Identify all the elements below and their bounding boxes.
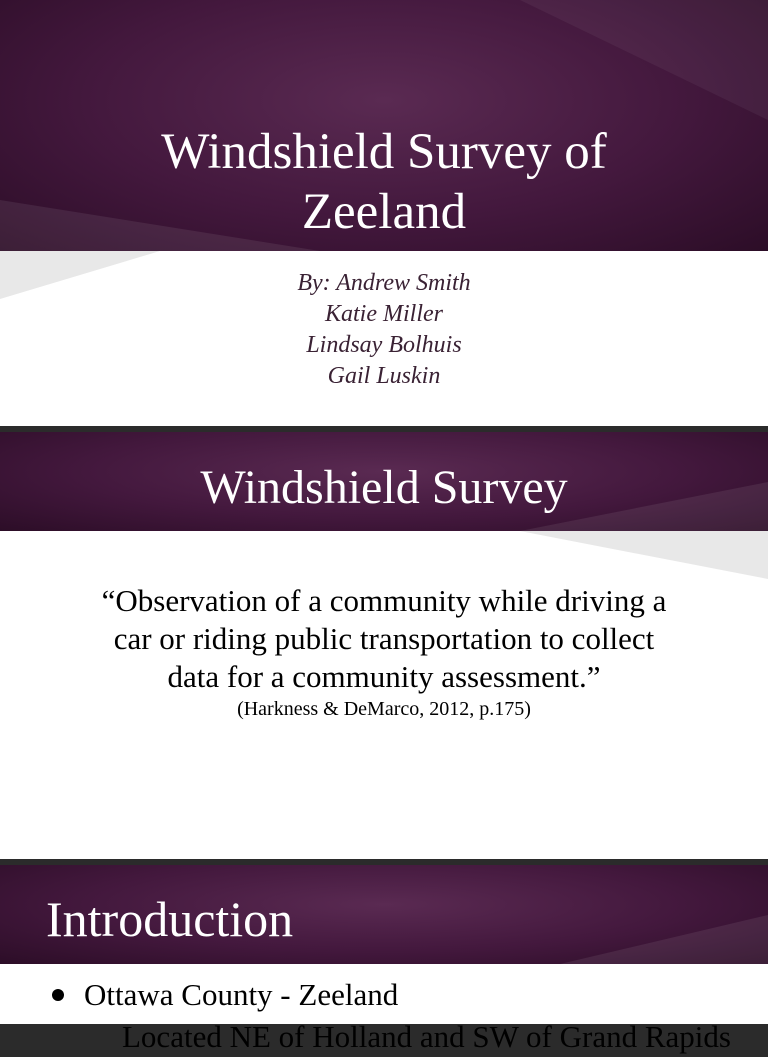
bullet-text: Ottawa County - Zeeland [84,977,399,1012]
quote-line: car or riding public transportation to collect [113,621,655,656]
definition-band [0,432,768,531]
introduction-title: Introduction [46,891,294,947]
title-band [0,0,768,251]
title-line: Windshield Survey of [161,124,607,180]
bullet-item [52,975,398,1015]
definition-title: Windshield Survey [200,461,568,514]
author-line: Katie Miller [325,301,443,327]
definition-quote [40,582,728,696]
slide-title-heading [0,122,768,242]
slide-title[interactable] [0,0,768,426]
author-line: By: Andrew Smith [297,270,471,296]
author-line: Lindsay Bolhuis [306,332,462,358]
bullet-dot-icon [52,989,64,1001]
slide-introduction[interactable] [0,865,768,1054]
quote-line: data for a community assessment.” [167,659,601,694]
author-line: Gail Luskin [327,363,441,389]
quote-line: “Observation of a community while driving a [101,583,667,618]
sub-bullet-item: Located NE of Holland and SW of Grand Rapids [122,1019,731,1054]
title-line: Zeeland [301,184,467,240]
author-list [0,268,768,392]
quote-citation: (Harkness & DeMarco, 2012, p.175) [237,698,531,720]
introduction-band [0,865,768,964]
slide-definition[interactable] [0,432,768,859]
